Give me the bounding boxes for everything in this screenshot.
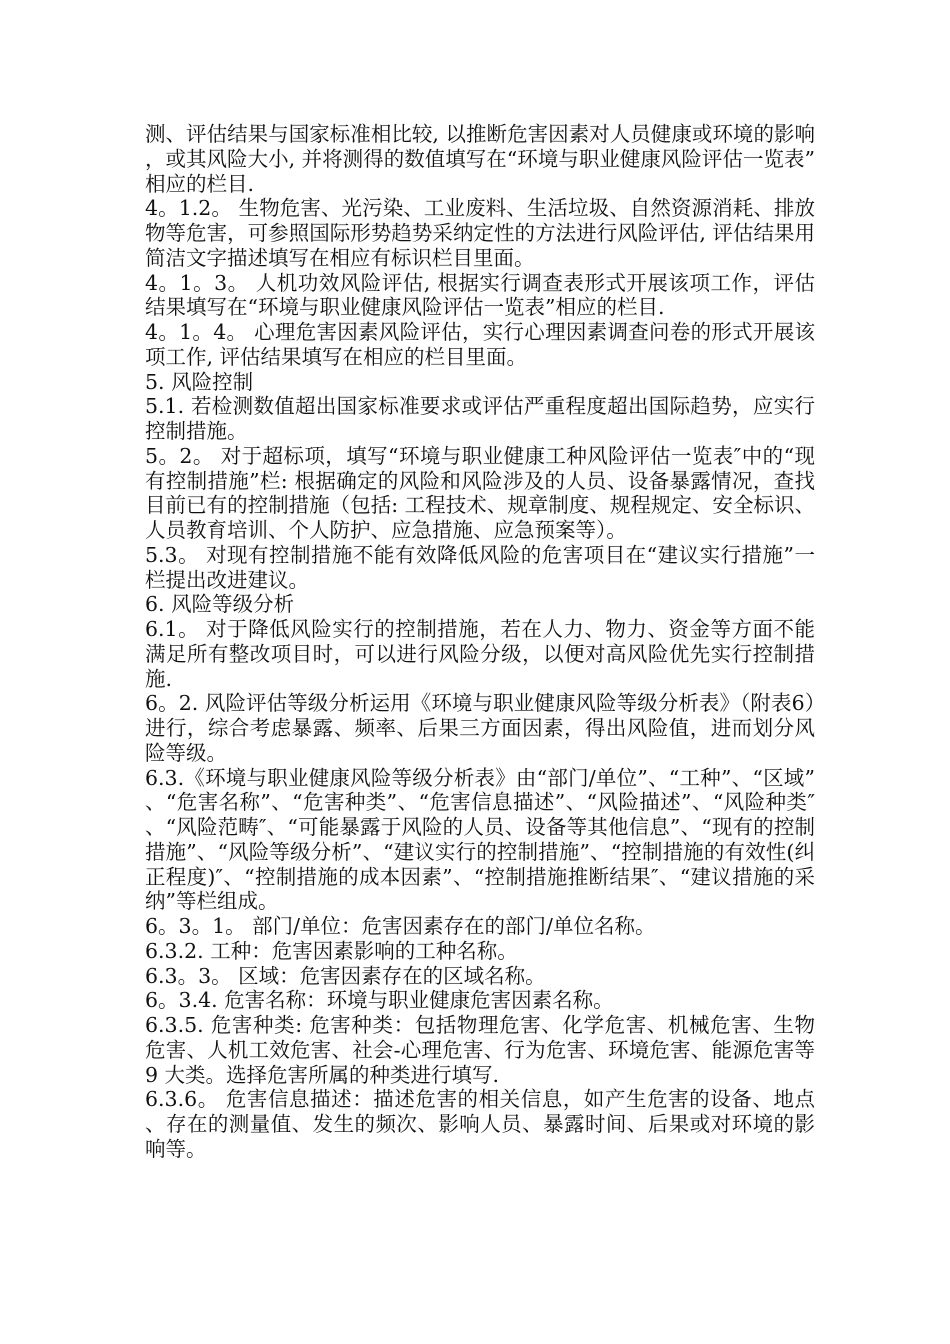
section-heading-5: 5. 风险控制 xyxy=(145,369,254,394)
paragraph-6-3: 6.3.《环境与职业健康风险等级分析表》由“部门/单位”、“工种”、“区域”、“危害名称”、“危害种类”、“危害信息描述”、“风险描述”、“风险种类″、“风险范畴″、“可能暴露于风险的人员、设备等其他信息”、“现有的控制措施”、“风险等级分析”、“建议实行的控制措施”、“控制措施的有效性(纠正程度)″、“控制措施的成本因素”、“控制措施推断结果″、“建议措施的采纳”等栏组成。 xyxy=(145,765,815,914)
paragraph-6-3-3: 6.3。3。 区域：危害因素存在的区域名称。 xyxy=(145,963,546,988)
paragraph-5-2: 5。2。 对于超标项，填写“环境与职业健康工种风险评估一览表″中的“现有控制措施”栏: 根据确定的风险和风险涉及的人员、设备暴露情况，查找目前已有的控制措施（包括: 工程技术、规章制度、规程规定、安全标识、人员教育培训、个人防护、应急措施、应急预案等）。 xyxy=(145,443,815,542)
paragraph-5-3: 5.3。 对现有控制措施不能有效降低风险的危害项目在“建议实行措施”一栏提出改进建议。 xyxy=(145,542,815,592)
paragraph-6-2: 6。2. 风险评估等级分析运用《环境与职业健康风险等级分析表》（附表6）进行，综合考虑暴露、频率、后果三方面因素，得出风险值，进而划分风险等级。 xyxy=(145,691,815,765)
paragraph-6-3-5: 6.3.5. 危害种类: 危害种类：包括物理危害、化学危害、机械危害、生物危害、人机工效危害、社会-心理危害、行为危害、环境危害、能源危害等9 大类。选择危害所属的种类进行填写. xyxy=(145,1013,815,1087)
paragraph-6-3-6: 6.3.6。 危害信息描述：描述危害的相关信息，如产生危害的设备、地点、存在的测量值、发生的频次、影响人员、暴露时间、后果或对环境的影响等。 xyxy=(145,1087,815,1161)
paragraph-4-1-2: 4。1.2。 生物危害、光污染、工业废料、生活垃圾、自然资源消耗、排放物等危害，可参照国际形势趋势采纳定性的方法进行风险评估, 评估结果用简洁文字描述填写在相应有标识栏目里面。 xyxy=(145,196,815,270)
paragraph-6-3-2: 6.3.2. 工种：危害因素影响的工种名称。 xyxy=(145,938,518,963)
paragraph-6-3-4: 6。3.4. 危害名称：环境与职业健康危害因素名称。 xyxy=(145,988,614,1013)
paragraph-5-1: 5.1. 若检测数值超出国家标准要求或评估严重程度超出国际趋势，应实行控制措施。 xyxy=(145,394,815,443)
paragraph-4-1-4: 4。1。4。 心理危害因素风险评估，实行心理因素调查问卷的形式开展该项工作, 评估结果填写在相应的栏目里面。 xyxy=(145,320,815,369)
paragraph-1: 测、评估结果与国家标准相比较, 以推断危害因素对人员健康或环境的影响，或其风险大小, 并将测得的数值填写在“环境与职业健康风险评估一览表”相应的栏目. xyxy=(145,122,815,196)
section-heading-6: 6. 风险等级分析 xyxy=(145,592,295,617)
paragraph-6-1: 6.1。 对于降低风险实行的控制措施，若在人力、物力、资金等方面不能满足所有整改项目时，可以进行风险分级，以便对高风险优先实行控制措施. xyxy=(145,617,815,691)
paragraph-6-3-1: 6。3。1。 部门/单位：危害因素存在的部门/单位名称。 xyxy=(145,914,656,938)
document-page xyxy=(145,122,815,1162)
paragraph-4-1-3: 4。1。3。 人机功效风险评估, 根据实行调查表形式开展该项工作，评估结果填写在“环境与职业健康风险评估一览表”相应的栏目. xyxy=(145,270,815,320)
